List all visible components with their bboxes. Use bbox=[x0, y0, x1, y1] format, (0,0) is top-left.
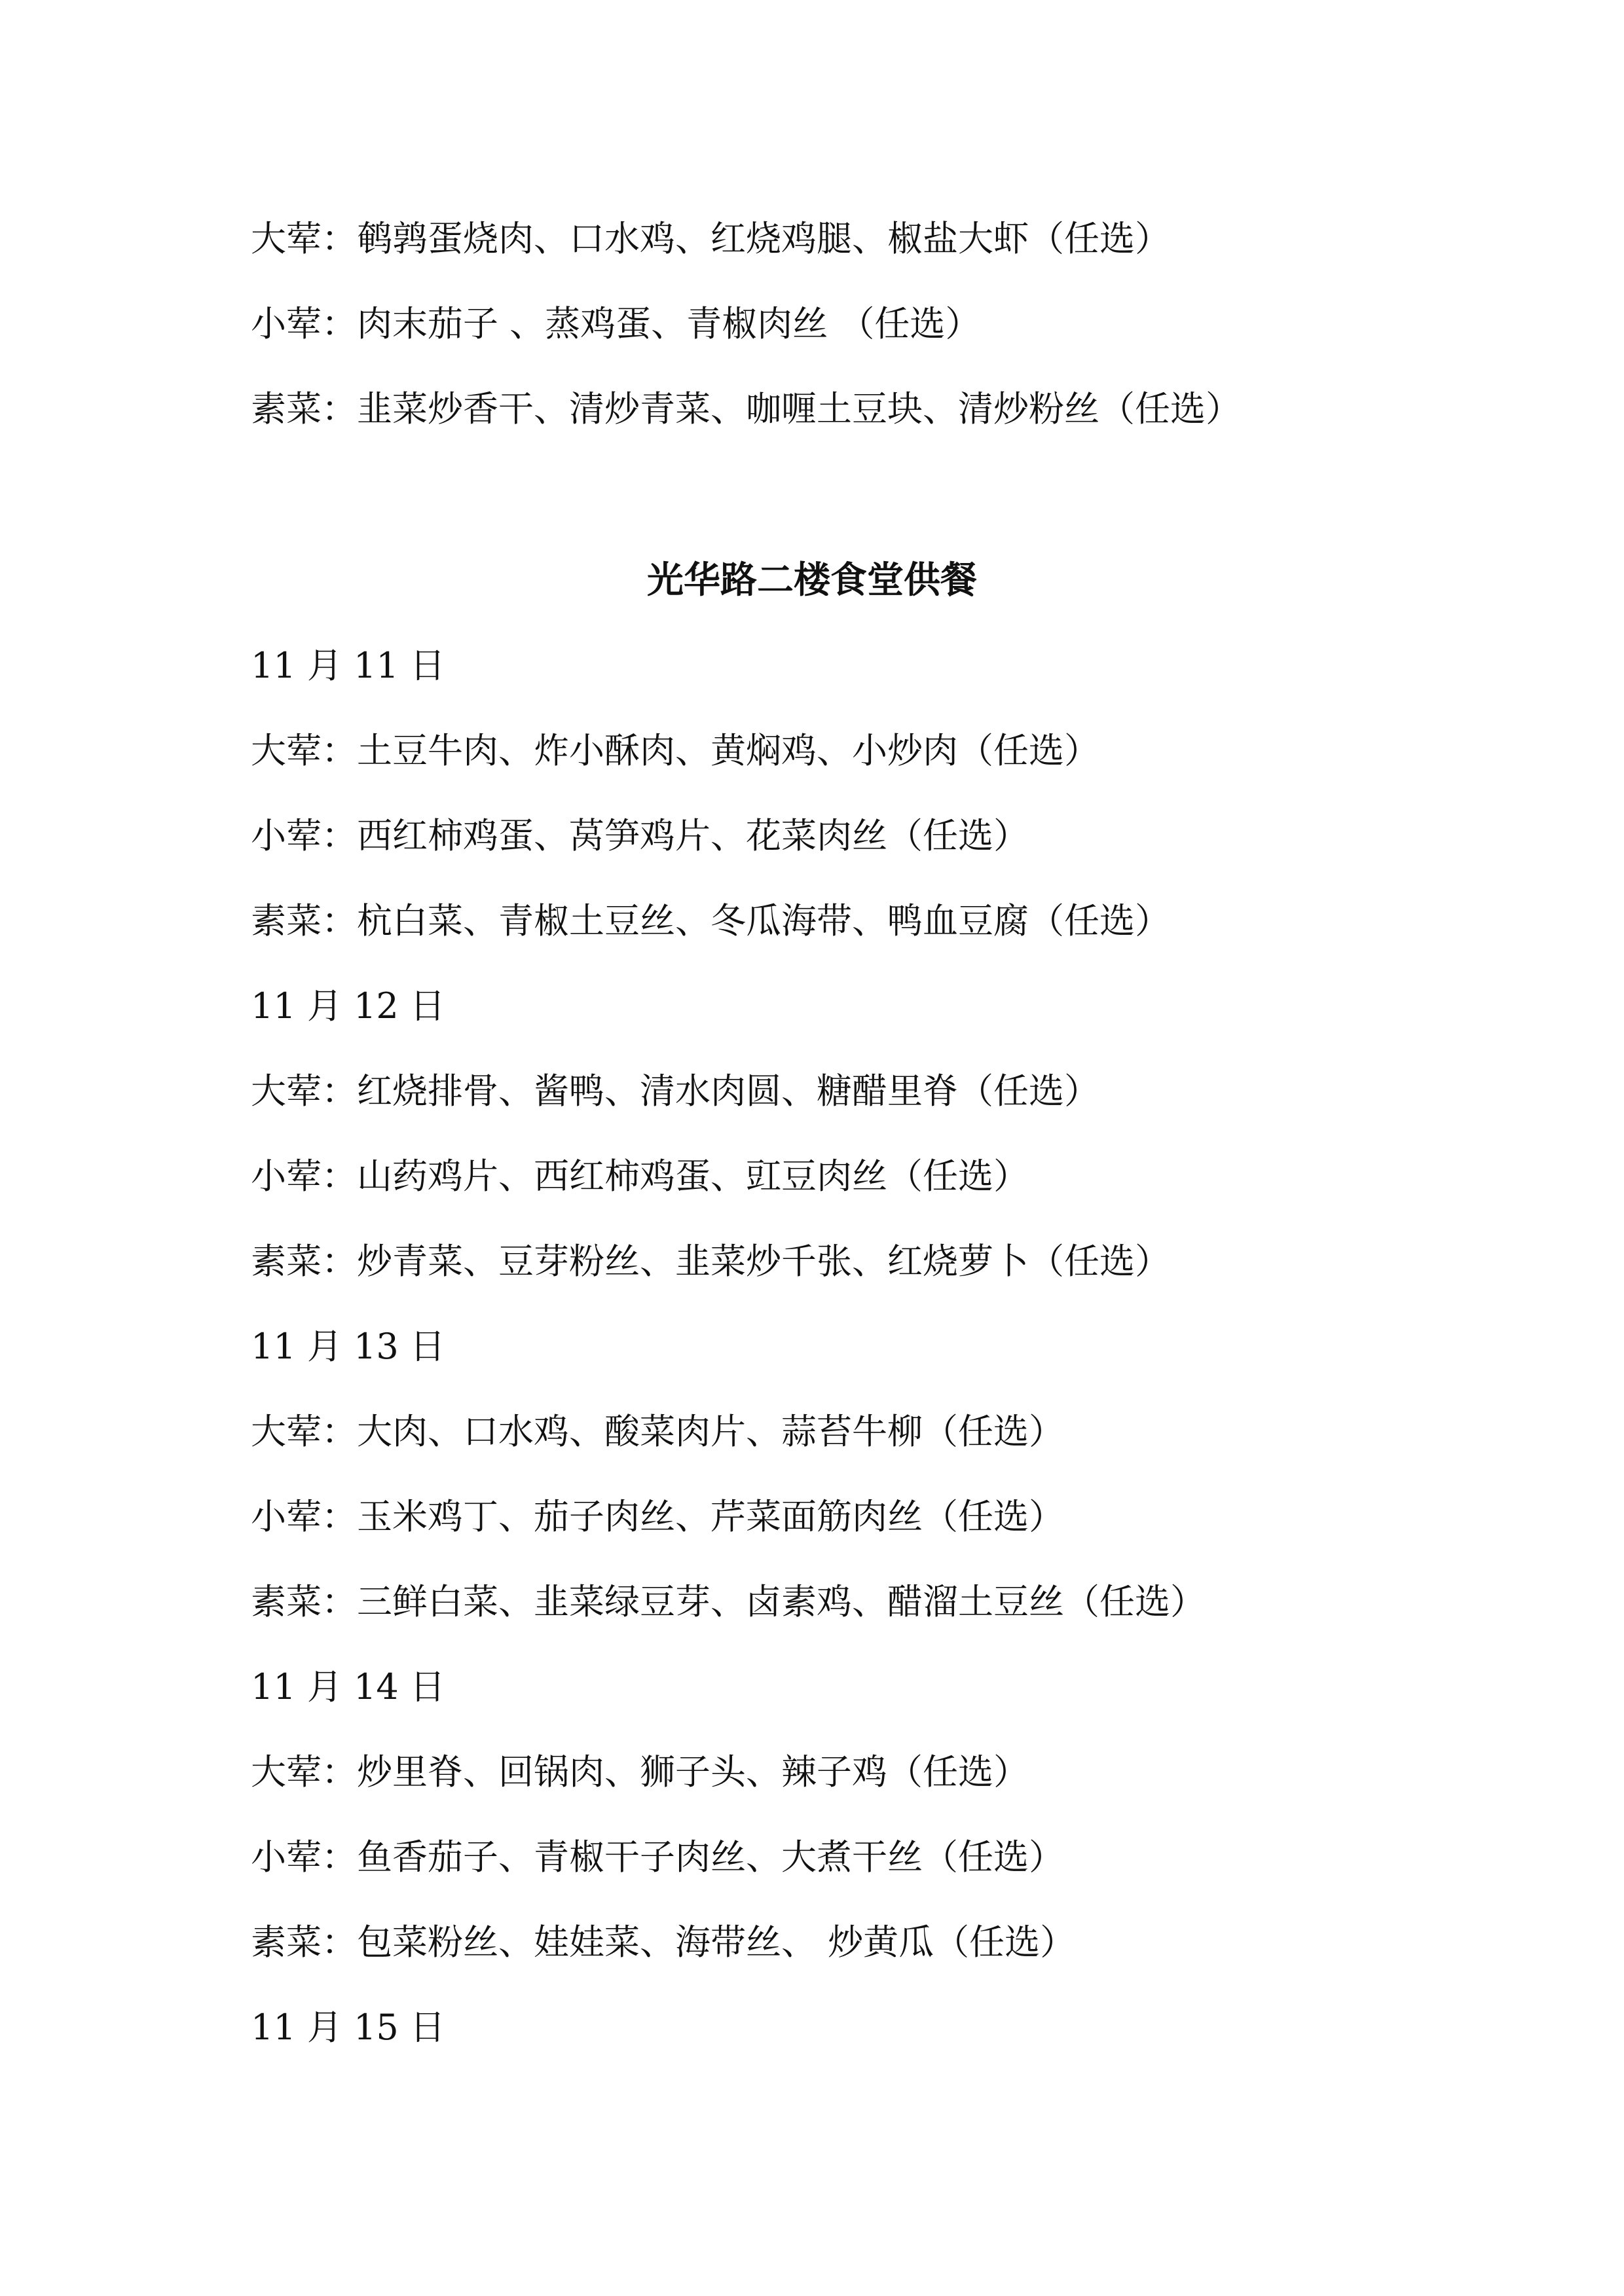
menu-line-vegetable: 素菜：杭白菜、青椒土豆丝、冬瓜海带、鸭血豆腐（任选） bbox=[251, 900, 1170, 941]
menu-line-large-meat: 大荤：炒里脊、回锅肉、狮子头、辣子鸡（任选） bbox=[251, 1751, 1029, 1793]
date-heading: 11 月 13 日 bbox=[251, 1326, 445, 1367]
menu-line-small-meat: 小荤：肉末茄子 、蒸鸡蛋、青椒肉丝 （任选） bbox=[251, 303, 981, 344]
menu-line-small-meat: 小荤：玉米鸡丁、茄子肉丝、芹菜面筋肉丝（任选） bbox=[251, 1496, 1064, 1537]
section-title: 光华路二楼食堂供餐 bbox=[647, 559, 977, 602]
date-heading: 11 月 15 日 bbox=[251, 2007, 445, 2048]
menu-line-vegetable: 素菜：炒青菜、豆芽粉丝、韭菜炒千张、红烧萝卜（任选） bbox=[251, 1241, 1170, 1282]
menu-line-large-meat: 大荤：鹌鹑蛋烧肉、口水鸡、红烧鸡腿、椒盐大虾（任选） bbox=[251, 218, 1170, 259]
menu-line-vegetable: 素菜：三鲜白菜、韭菜绿豆芽、卤素鸡、醋溜土豆丝（任选） bbox=[251, 1581, 1206, 1622]
date-heading: 11 月 14 日 bbox=[251, 1666, 445, 1707]
menu-line-small-meat: 小荤：鱼香茄子、青椒干子肉丝、大煮干丝（任选） bbox=[251, 1836, 1064, 1878]
menu-line-vegetable: 素菜：韭菜炒香干、清炒青菜、咖喱土豆块、清炒粉丝（任选） bbox=[251, 388, 1241, 429]
menu-line-small-meat: 小荤：西红柿鸡蛋、莴笋鸡片、花菜肉丝（任选） bbox=[251, 815, 1029, 856]
menu-line-large-meat: 大荤：红烧排骨、酱鸭、清水肉圆、糖醋里脊（任选） bbox=[251, 1070, 1099, 1112]
menu-line-large-meat: 大荤：土豆牛肉、炸小酥肉、黄焖鸡、小炒肉（任选） bbox=[251, 730, 1099, 771]
menu-line-small-meat: 小荤：山药鸡片、西红柿鸡蛋、豇豆肉丝（任选） bbox=[251, 1156, 1029, 1197]
menu-line-vegetable: 素菜：包菜粉丝、娃娃菜、海带丝、 炒黄瓜（任选） bbox=[251, 1922, 1076, 1963]
menu-line-large-meat: 大荤：大肉、口水鸡、酸菜肉片、蒜苔牛柳（任选） bbox=[251, 1411, 1064, 1452]
date-heading: 11 月 11 日 bbox=[251, 645, 445, 686]
date-heading: 11 月 12 日 bbox=[251, 985, 445, 1027]
